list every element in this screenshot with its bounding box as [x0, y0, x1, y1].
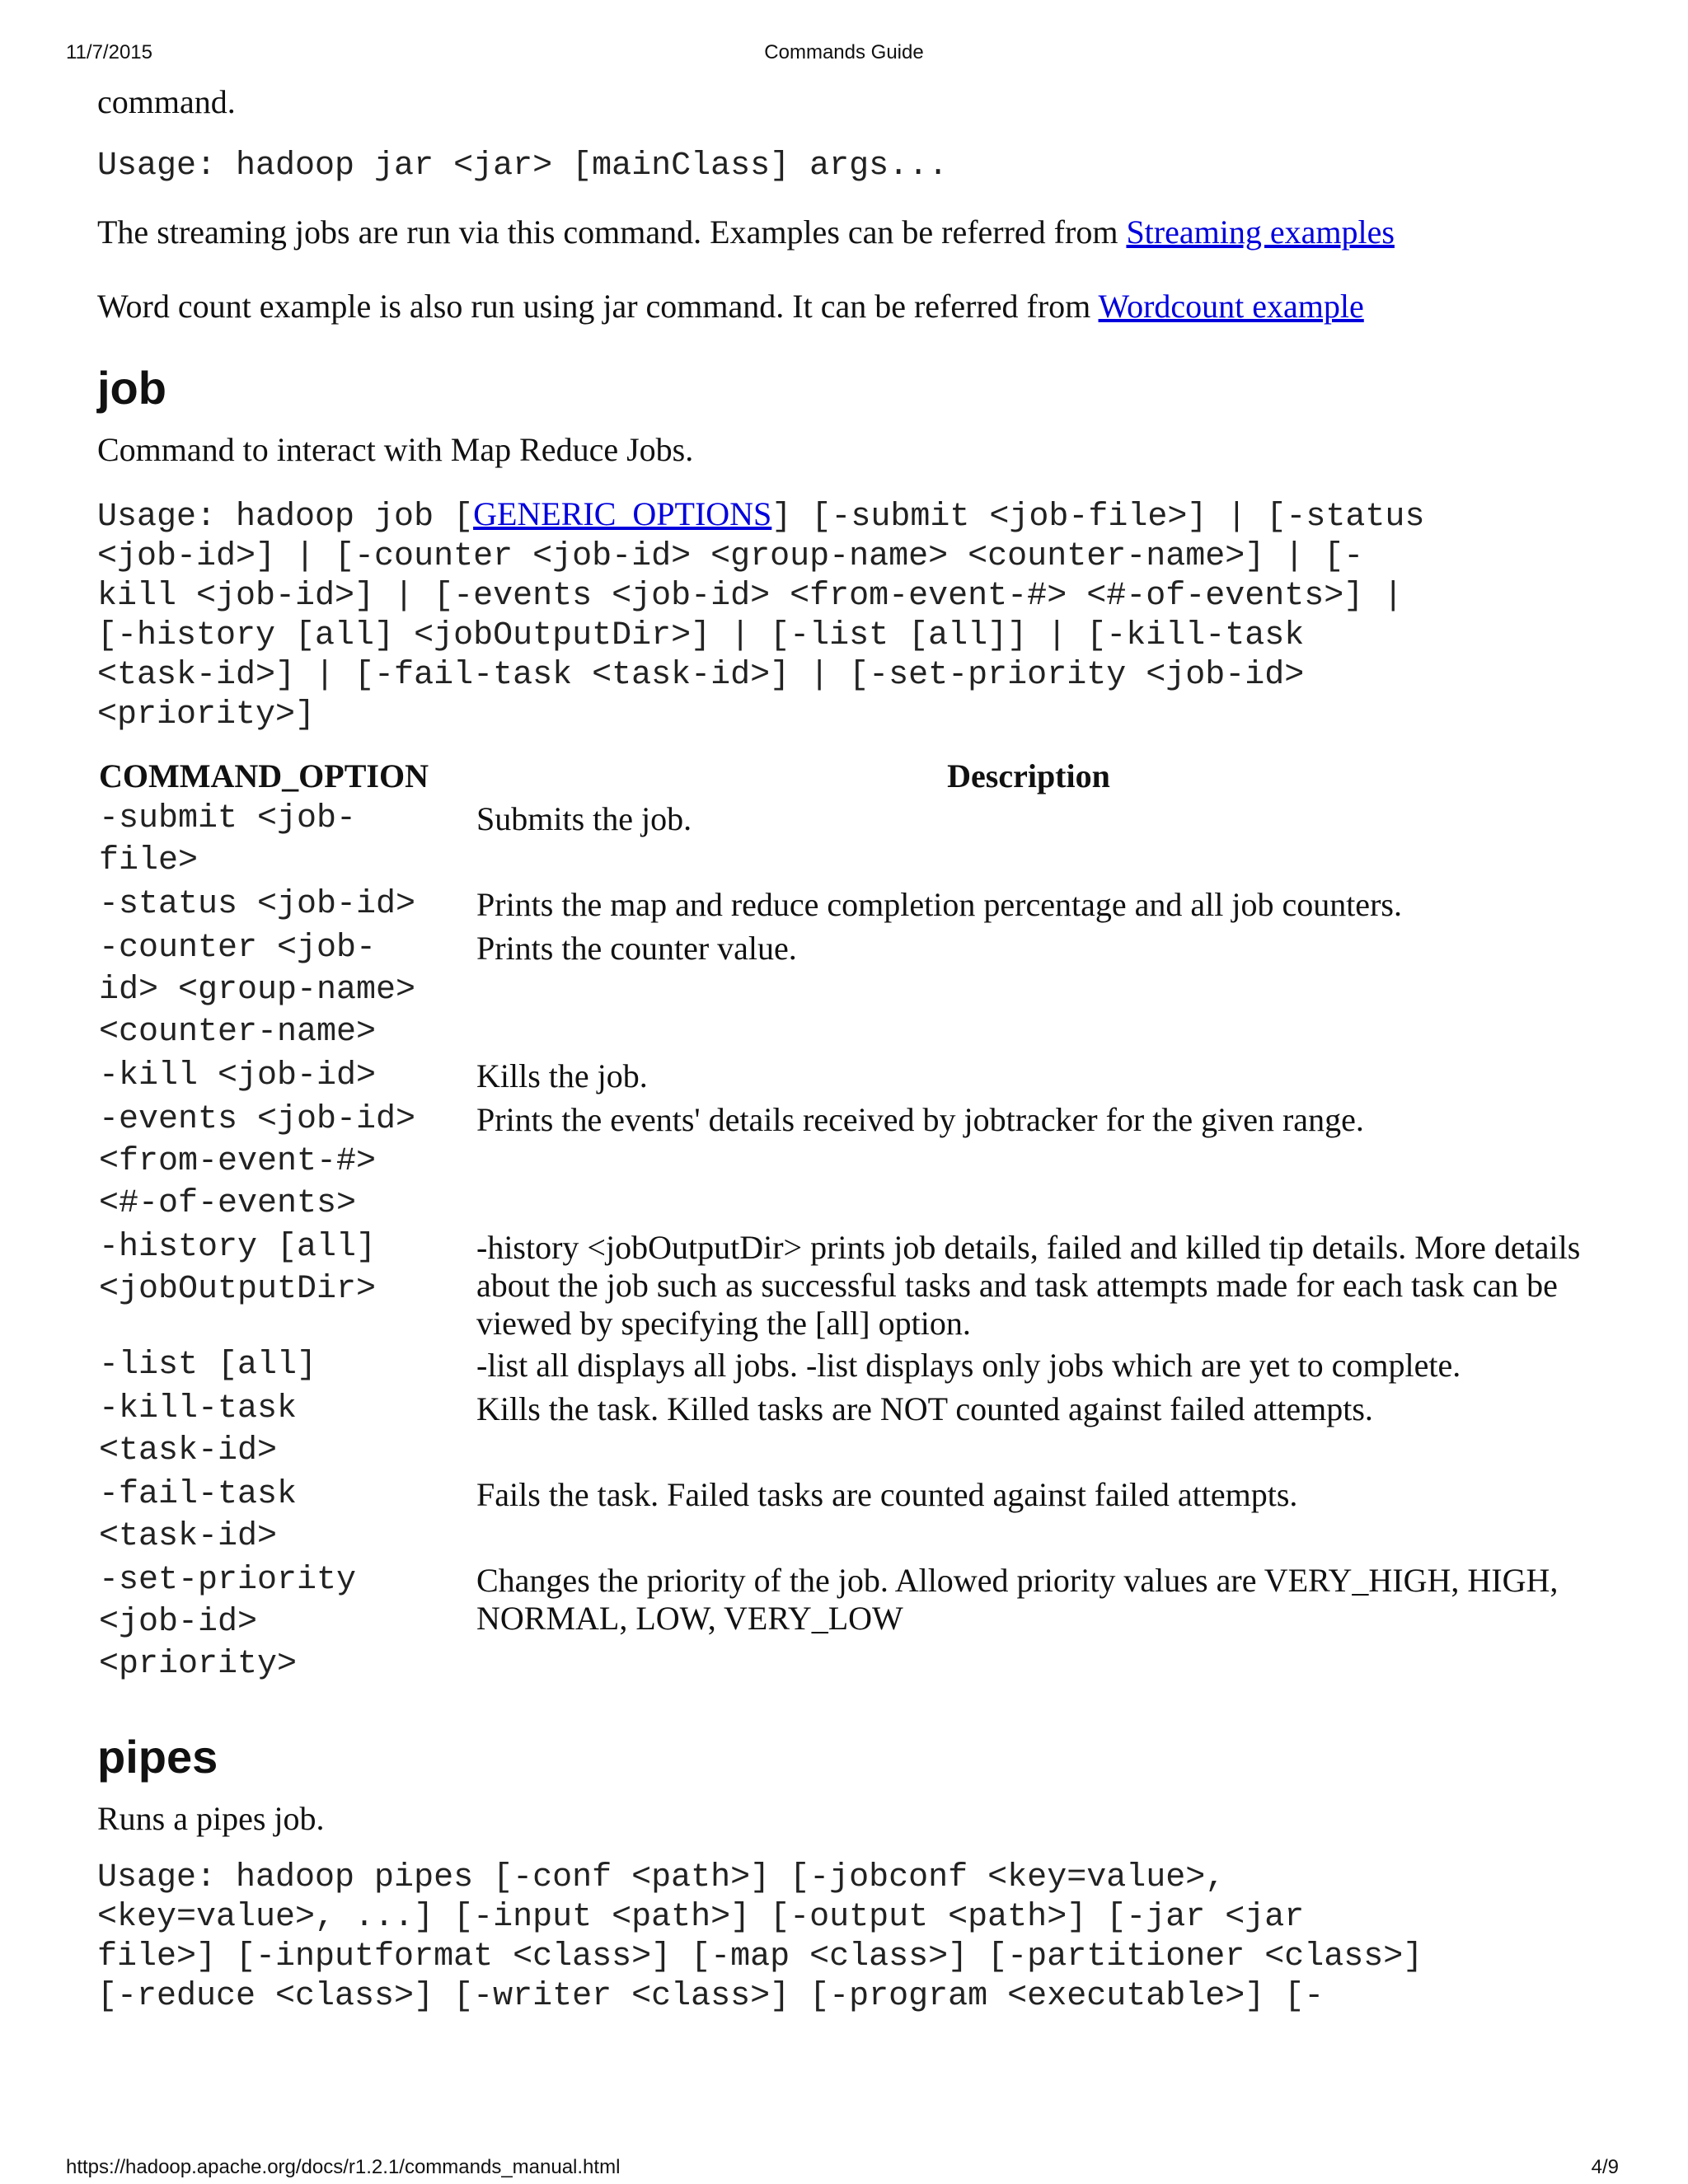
header-date: 11/7/2015: [66, 41, 152, 63]
wordcount-example-link[interactable]: Wordcount example: [1098, 288, 1364, 325]
page-content: [97, 76, 1581, 2017]
description-cell: Kills the job.: [476, 1057, 648, 1094]
option-cell: -submit <job- file>: [99, 800, 357, 879]
streaming-paragraph: [97, 211, 1581, 254]
wordcount-paragraph: [97, 285, 1581, 328]
option-cell: -status <job-id>: [99, 886, 416, 923]
option-cell: -events <job-id> <from-event-#> <#-of-events>: [99, 1101, 416, 1222]
job-usage-line1-rest: ] [-submit <job-file>] | [-status: [771, 499, 1425, 536]
description-cell: Prints the events' details received by jobtracker for the given range.: [476, 1101, 1364, 1138]
option-cell: -history [all] <jobOutputDir>: [99, 1229, 377, 1308]
description-cell: Kills the task. Killed tasks are NOT counted against failed attempts.: [476, 1390, 1373, 1427]
streaming-examples-link[interactable]: Streaming examples: [1126, 213, 1395, 251]
table-row: [99, 1344, 1581, 1388]
header-title: Commands Guide: [764, 41, 924, 63]
pipes-usage: Usage: hadoop pipes [-conf <path>] [-jobconf <key=value>, <key=value>, ...] [-input <path>] [-output <path>] [-jar <jar file>] [-inputformat <class>] [-map <class>] [-partitioner <class>] [-reduce <class>] [-writer <class>] [-program <executable>] [-: [97, 1859, 1423, 2015]
streaming-text: The streaming jobs are run via this command. Examples can be referred from: [97, 213, 1127, 251]
pipes-description: Runs a pipes job.: [97, 1800, 325, 1837]
table-row: [99, 1559, 1581, 1687]
pipes-heading: pipes: [97, 1731, 218, 1783]
footer-url: https://hadoop.apache.org/docs/r1.2.1/commands_manual.html: [66, 2156, 621, 2178]
job-description: Command to interact with Map Reduce Jobs.: [97, 431, 694, 468]
wordcount-text: Word count example is also run using jar command. It can be referred from: [97, 288, 1099, 325]
jar-intro-tail: command.: [97, 83, 236, 120]
job-usage: [97, 494, 1581, 735]
description-cell: Prints the map and reduce completion percentage and all job counters.: [476, 886, 1402, 923]
column-header-option: COMMAND_OPTION: [99, 757, 429, 794]
description-cell: Prints the counter value.: [476, 930, 797, 967]
table-row: [99, 1226, 1581, 1344]
job-options-table: [99, 755, 1581, 1687]
description-cell: -history <jobOutputDir> prints job details, failed and killed tip details. More details about the job such as successful tasks and task attempts made for each task can be viewed by specifying the [all] option.: [476, 1229, 1581, 1342]
table-row: [99, 1474, 1581, 1559]
footer-page-number: 4/9: [1591, 2156, 1619, 2178]
table-header-row: [99, 755, 1581, 798]
description-cell: Submits the job.: [476, 800, 692, 837]
column-header-description: Description: [947, 757, 1110, 794]
table-row: [99, 1055, 1581, 1099]
generic-options-link[interactable]: GENERIC_OPTIONS: [473, 495, 772, 532]
table-row: [99, 1388, 1581, 1474]
option-cell: -fail-task <task-id>: [99, 1476, 298, 1555]
option-cell: -set-priority <job-id> <priority>: [99, 1562, 357, 1683]
table-row: [99, 883, 1581, 927]
jar-usage: Usage: hadoop jar <jar> [mainClass] args...: [97, 148, 949, 185]
description-cell: Fails the task. Failed tasks are counted against failed attempts.: [476, 1476, 1298, 1513]
table-row: [99, 1099, 1581, 1226]
job-heading: job: [97, 362, 166, 414]
job-usage-prefix: Usage: hadoop job [: [97, 499, 474, 536]
description-cell: Changes the priority of the job. Allowed priority values are VERY_HIGH, HIGH, NORMAL, LOW, VERY_LOW: [476, 1562, 1559, 1637]
option-cell: -counter <job- id> <group-name> <counter-name>: [99, 930, 416, 1051]
description-cell: -list all displays all jobs. -list displays only jobs which are yet to complete.: [476, 1347, 1461, 1384]
option-cell: -list [all]: [99, 1347, 317, 1384]
table-row: [99, 927, 1581, 1055]
option-cell: -kill-task <task-id>: [99, 1390, 298, 1469]
option-cell: -kill <job-id>: [99, 1057, 377, 1094]
table-row: [99, 798, 1581, 883]
job-usage-rest: <job-id>] | [-counter <job-id> <group-name> <counter-name>] | [- kill <job-id>] | [-events <job-id> <from-event-#> <#-of-events>] | [-history [all] <jobOutputDir>] | [-list [all]] | [-kill-task <task-id>] | [-fail-task <task-id>] | [-set-priority <job-id> <priority>]: [97, 538, 1404, 733]
